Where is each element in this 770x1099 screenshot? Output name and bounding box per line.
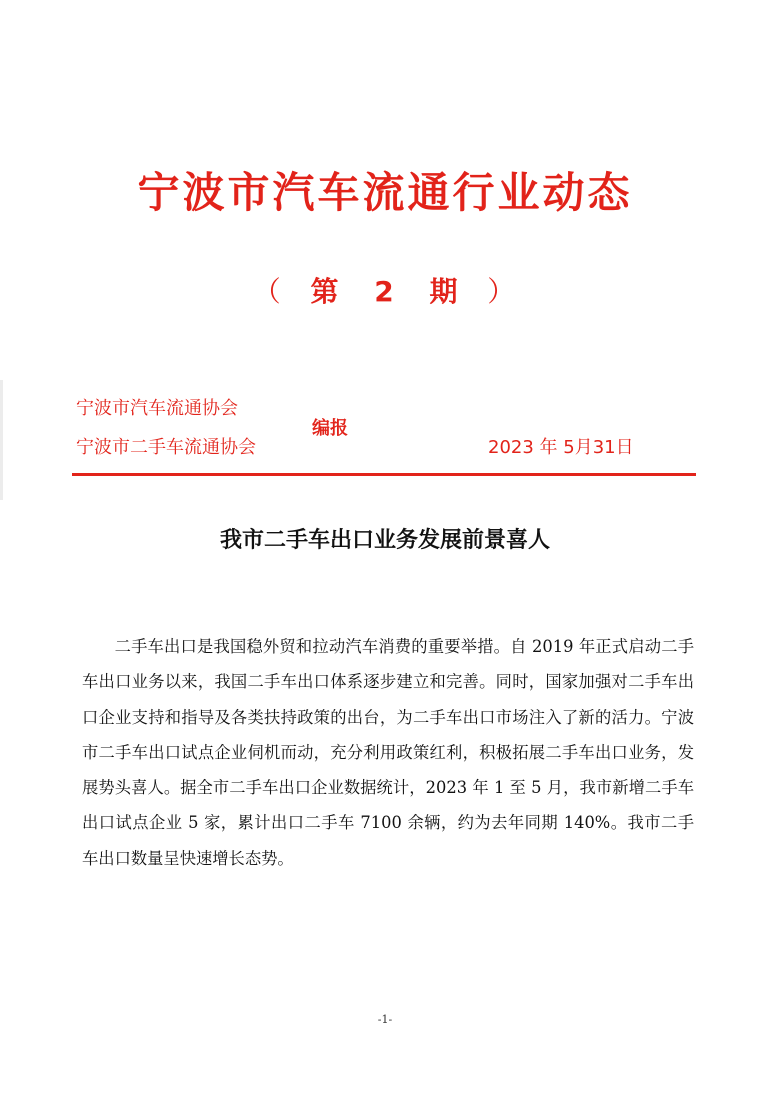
article-body-paragraph: 二手车出口是我国稳外贸和拉动汽车消费的重要举措。自 2019 年正式启动二手车出口业务以来，我国二手车出口体系逐步建立和完善。同时，国家加强对二手车出口企业支持和指导及各类扶持政策的出台，为二手车出口市场注入了新的活力。宁波市二手车出口试点企业伺机而动，充分利用政策红利，积极拓展二手车出口业务，发展势头喜人。据全市二手车出口企业数据统计，2023 年 1 至 5 月，我市新增二手车出口试点企业 5 家，累计出口二手车 7100 余辆，约为去年同期 140%。我市二手车出口数量呈快速增长态势。	[82, 637, 694, 868]
organization-used-car-circulation: 宁波市二手车流通协会	[76, 437, 256, 458]
organization-auto-circulation: 宁波市汽车流通协会	[76, 398, 238, 419]
issue-open-paren: （	[252, 275, 283, 308]
page-number: -1-	[377, 1013, 393, 1026]
issue-number	[0, 270, 770, 310]
issue-unit: 期	[429, 275, 460, 308]
issue-close-paren: ）	[487, 275, 518, 308]
scan-edge-mark	[0, 380, 3, 500]
masthead-title: 宁波市汽车流通行业动态	[137, 168, 633, 217]
compiled-label: 编报	[312, 418, 348, 439]
issue-value: 2	[374, 275, 396, 308]
article-headline: 我市二手车出口业务发展前景喜人	[219, 528, 550, 553]
publication-date: 2023 年 5月31日	[488, 437, 634, 458]
red-divider	[72, 473, 696, 476]
issue-label: 第	[310, 275, 341, 308]
